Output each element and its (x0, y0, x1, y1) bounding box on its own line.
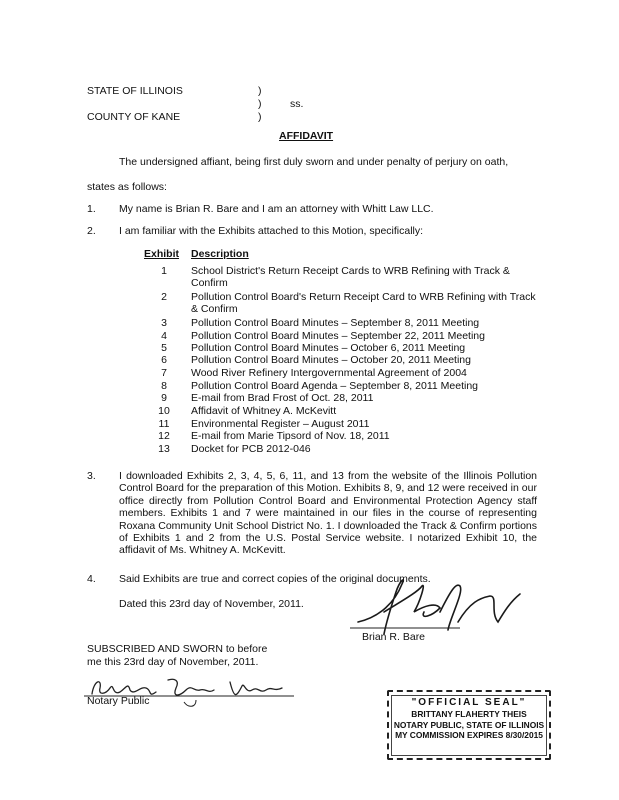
exhibit-description: Pollution Control Board Minutes – October 6, 2011 Meeting (191, 342, 466, 354)
state-label: STATE OF ILLINOIS (87, 85, 183, 97)
seal-line-2: MY COMMISSION EXPIRES 8/30/2015 (395, 730, 543, 740)
exhibit-number: 13 (158, 443, 170, 455)
exhibit-number: 6 (161, 354, 167, 366)
exhibit-description: E-mail from Marie Tipsord of Nov. 18, 2011 (191, 430, 390, 442)
exhibit-number: 1 (161, 265, 167, 277)
exhibit-number: 10 (158, 405, 170, 417)
venue-bracket: ) (258, 111, 262, 123)
seal-title: "OFFICIAL SEAL" (411, 697, 527, 708)
exhibit-description: Environmental Register – August 2011 (191, 418, 370, 430)
exhibit-number: 12 (158, 430, 170, 442)
item-number: 3. (87, 470, 96, 482)
exhibit-number: 3 (161, 317, 167, 329)
intro-line-1: The undersigned affiant, being first duly sworn and under penalty of perjury on oath, (119, 156, 509, 168)
seal-notary-name: BRITTANY FLAHERTY THEIS (411, 709, 527, 719)
venue-bracket: ) (258, 98, 262, 110)
item-text: Said Exhibits are true and correct copies of the original documents. (119, 573, 431, 585)
exhibit-description: School District's Return Receipt Cards to WRB Refining with Track & Confirm (191, 265, 510, 290)
exhibit-number: 5 (161, 342, 167, 354)
dated-line: Dated this 23rd day of November, 2011. (119, 598, 304, 610)
ss-label: ss. (290, 98, 304, 110)
document-title: AFFIDAVIT (279, 130, 334, 142)
exhibit-number: 4 (161, 330, 167, 342)
exhibit-description: Pollution Control Board Minutes – September 8, 2011 Meeting (191, 317, 480, 329)
county-label: COUNTY OF KANE (87, 111, 181, 123)
exhibit-description: E-mail from Brad Frost of Oct. 28, 2011 (191, 392, 374, 404)
affiant-name: Brian R. Bare (362, 631, 426, 643)
official-seal-stamp (387, 690, 551, 760)
exhibit-number: 11 (158, 418, 170, 430)
intro-line-2: states as follows: (87, 181, 167, 193)
jurat-line-2: me this 23rd day of November, 2011. (87, 656, 259, 668)
exhibit-description: Wood River Refinery Intergovernmental Agreement of 2004 (191, 367, 467, 379)
seal-line-1: NOTARY PUBLIC, STATE OF ILLINOIS (393, 719, 545, 730)
notary-public-label: Notary Public (87, 695, 150, 707)
exhibit-description: Docket for PCB 2012-046 (191, 443, 311, 455)
exhibit-table (149, 0, 549, 460)
exhibit-column-header: Exhibit (144, 248, 180, 260)
jurat-line-1: SUBSCRIBED AND SWORN to before (87, 643, 268, 655)
exhibit-number: 2 (161, 291, 167, 303)
description-column-header: Description (191, 248, 249, 260)
exhibit-number: 9 (161, 392, 167, 404)
exhibit-description: Pollution Control Board Minutes – September 22, 2011 Meeting (191, 330, 485, 342)
exhibit-number: 8 (161, 380, 167, 392)
item-number: 4. (87, 573, 96, 585)
item-text: I am familiar with the Exhibits attached to this Motion, specifically: (119, 225, 424, 237)
exhibit-description: Pollution Control Board's Return Receipt Card to WRB Refining with Track & Confirm (191, 291, 536, 316)
exhibit-description: Pollution Control Board Agenda – September 8, 2011 Meeting (191, 380, 478, 392)
venue-bracket: ) (258, 85, 262, 97)
item-number: 1. (87, 203, 96, 215)
item-text: My name is Brian R. Bare and I am an attorney with Whitt Law LLC. (119, 203, 434, 215)
item-number: 2. (87, 225, 96, 237)
item-text: I downloaded Exhibits 2, 3, 4, 5, 6, 11, and 13 from the website of the Illinois Pollution Control Board for the preparation of this Motion. Exhibits 8, 9, and 12 were received in our office directly from Pollution Control Board and Environmental Protection Agency staff members. Exhibits 1 and 7 were maintained in our files in the course of representing Roxana Community Unit School District No. 1. I downloaded the Track & Confirm portions of Exhibits 1 and 2 from the U.S. Postal Service website. I notarized Exhibit 10, the affidavit of Ms. Whitney A. McKevitt. (119, 470, 537, 557)
exhibit-description: Affidavit of Whitney A. McKevitt (191, 405, 337, 417)
exhibit-number: 7 (161, 367, 167, 379)
exhibit-description: Pollution Control Board Minutes – October 20, 2011 Meeting (191, 354, 471, 366)
